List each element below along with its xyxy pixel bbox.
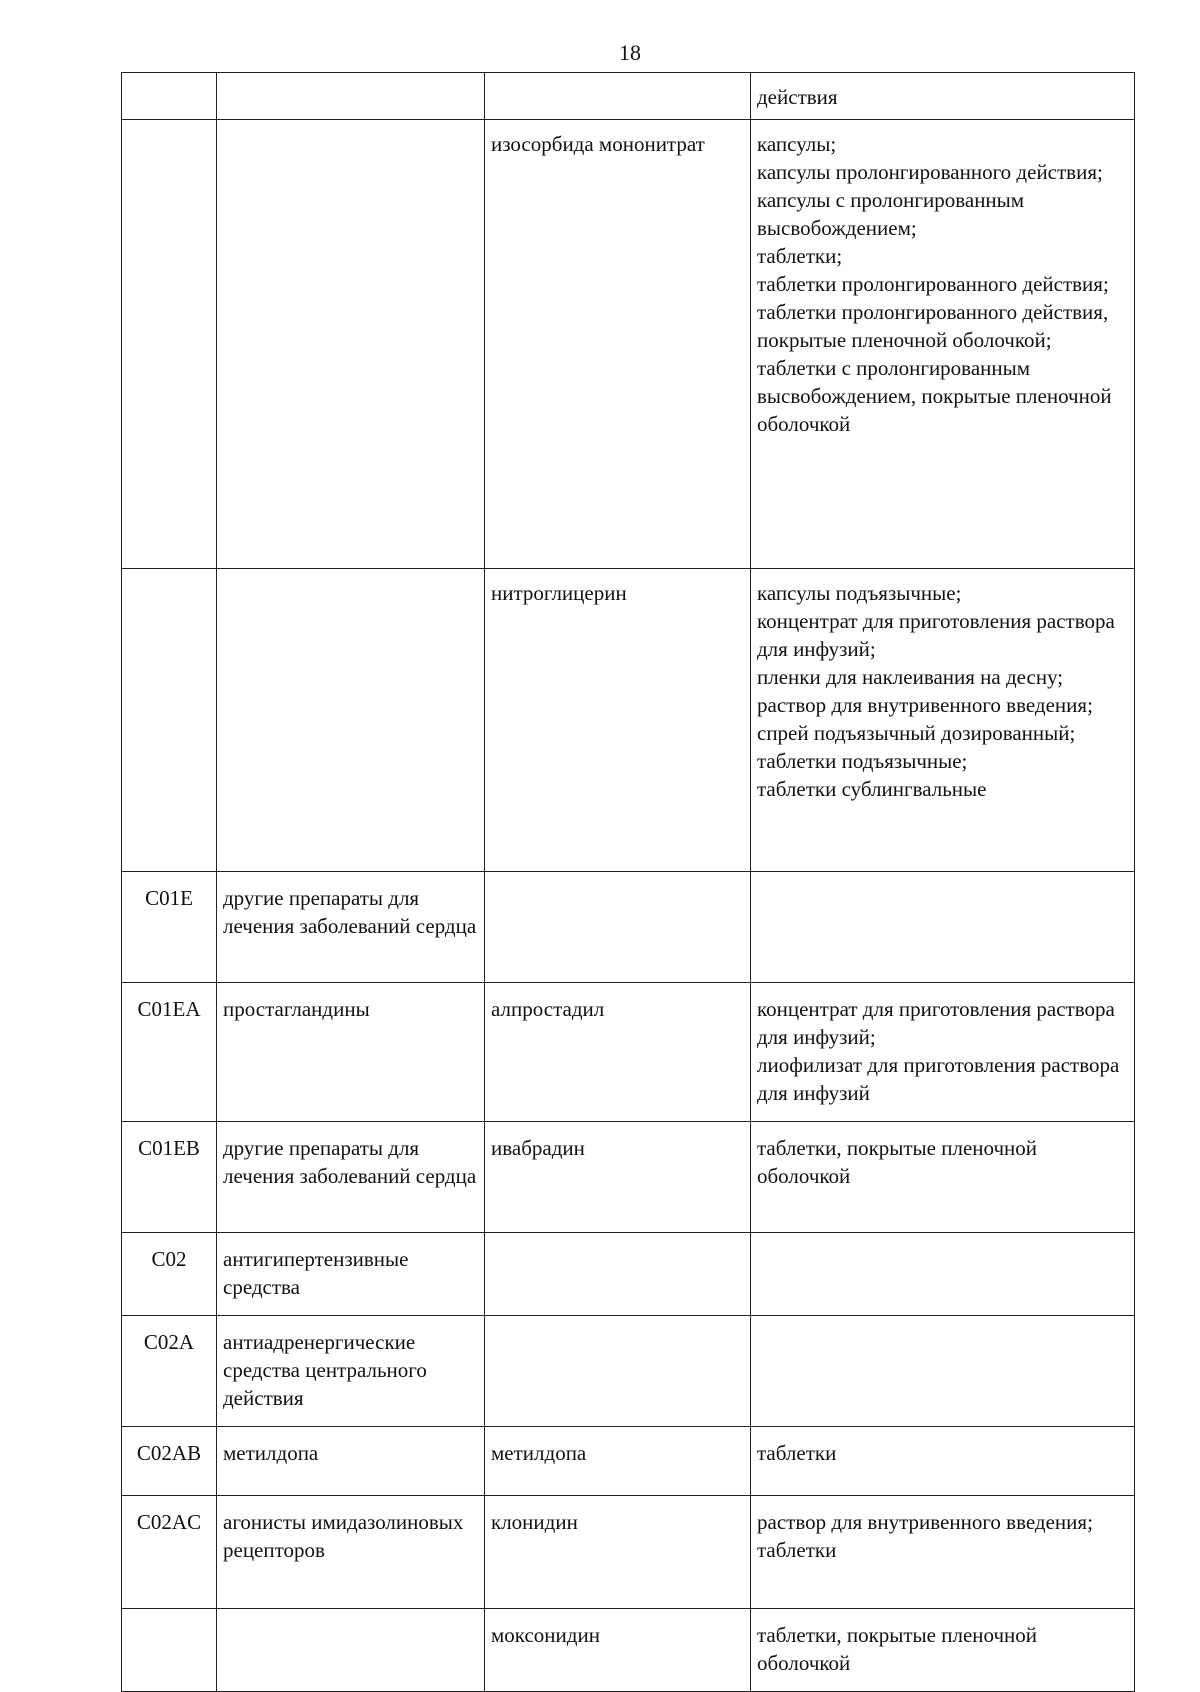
drug-cell [485,73,751,120]
table-row [122,73,1135,120]
atc-code-cell: C02AC [122,1496,217,1609]
group-cell: метилдопа [217,1427,485,1496]
group-cell [217,73,485,120]
group-cell: агонисты имидазолиновых рецепторов [217,1496,485,1609]
atc-code-cell [122,73,217,120]
group-cell: простагландины [217,983,485,1122]
dosage-forms-cell: таблетки, покрытые пленочной оболочкой [751,1122,1135,1233]
drug-cell [485,1316,751,1427]
group-cell: антиадренергические средства центрального действия [217,1316,485,1427]
table-row [122,569,1135,872]
dosage-forms-cell: концентрат для приготовления раствора для инфузий; лиофилизат для приготовления раствора для инфузий [751,983,1135,1122]
drug-cell: моксонидин [485,1609,751,1692]
atc-code-cell: C02A [122,1316,217,1427]
dosage-forms-cell: капсулы подъязычные; концентрат для приготовления раствора для инфузий; пленки для наклеивания на десну; раствор для внутривенного введения; спрей подъязычный дозированный; таблетки подъязычные; таблетки сублингвальные [751,569,1135,872]
drug-cell: алпростадил [485,983,751,1122]
drug-cell: нитроглицерин [485,569,751,872]
group-cell: другие препараты для лечения заболеваний сердца [217,872,485,983]
drug-table [121,72,1135,1692]
dosage-forms-cell: таблетки, покрытые пленочной оболочкой [751,1609,1135,1692]
atc-code-cell [122,120,217,569]
drug-cell [485,1233,751,1316]
table-row [122,1122,1135,1233]
dosage-forms-cell: действия [751,73,1135,120]
atc-code-cell [122,1609,217,1692]
dosage-forms-cell: таблетки [751,1427,1135,1496]
atc-code-cell: C01EB [122,1122,217,1233]
dosage-forms-cell [751,1316,1135,1427]
group-cell [217,1609,485,1692]
table-row [122,1496,1135,1609]
dosage-forms-cell: раствор для внутривенного введения; таблетки [751,1496,1135,1609]
group-cell [217,120,485,569]
atc-code-cell: C01E [122,872,217,983]
atc-code-cell [122,569,217,872]
group-cell [217,569,485,872]
drug-cell: ивабрадин [485,1122,751,1233]
drug-cell: клонидин [485,1496,751,1609]
drug-cell: метилдопа [485,1427,751,1496]
dosage-forms-cell: капсулы; капсулы пролонгированного действия; капсулы с пролонгированным высвобождением; таблетки; таблетки пролонгированного действия; таблетки пролонгированного действия, покрытые пленочной оболочкой; таблетки с пролонгированным высвобождением, покрытые пленочной оболочкой [751,120,1135,569]
atc-code-cell: C02AB [122,1427,217,1496]
dosage-forms-cell [751,1233,1135,1316]
table-row [122,1427,1135,1496]
table-row [122,872,1135,983]
page-number: 18 [619,40,641,65]
drug-cell [485,872,751,983]
atc-code-cell: C01EA [122,983,217,1122]
dosage-forms-cell [751,872,1135,983]
drug-cell: изосорбида мононитрат [485,120,751,569]
group-cell: другие препараты для лечения заболеваний сердца [217,1122,485,1233]
atc-code-cell: C02 [122,1233,217,1316]
table-row [122,120,1135,569]
table-row [122,1316,1135,1427]
table-row [122,1609,1135,1692]
table-row [122,1233,1135,1316]
table-row [122,983,1135,1122]
group-cell: антигипертензивные средства [217,1233,485,1316]
